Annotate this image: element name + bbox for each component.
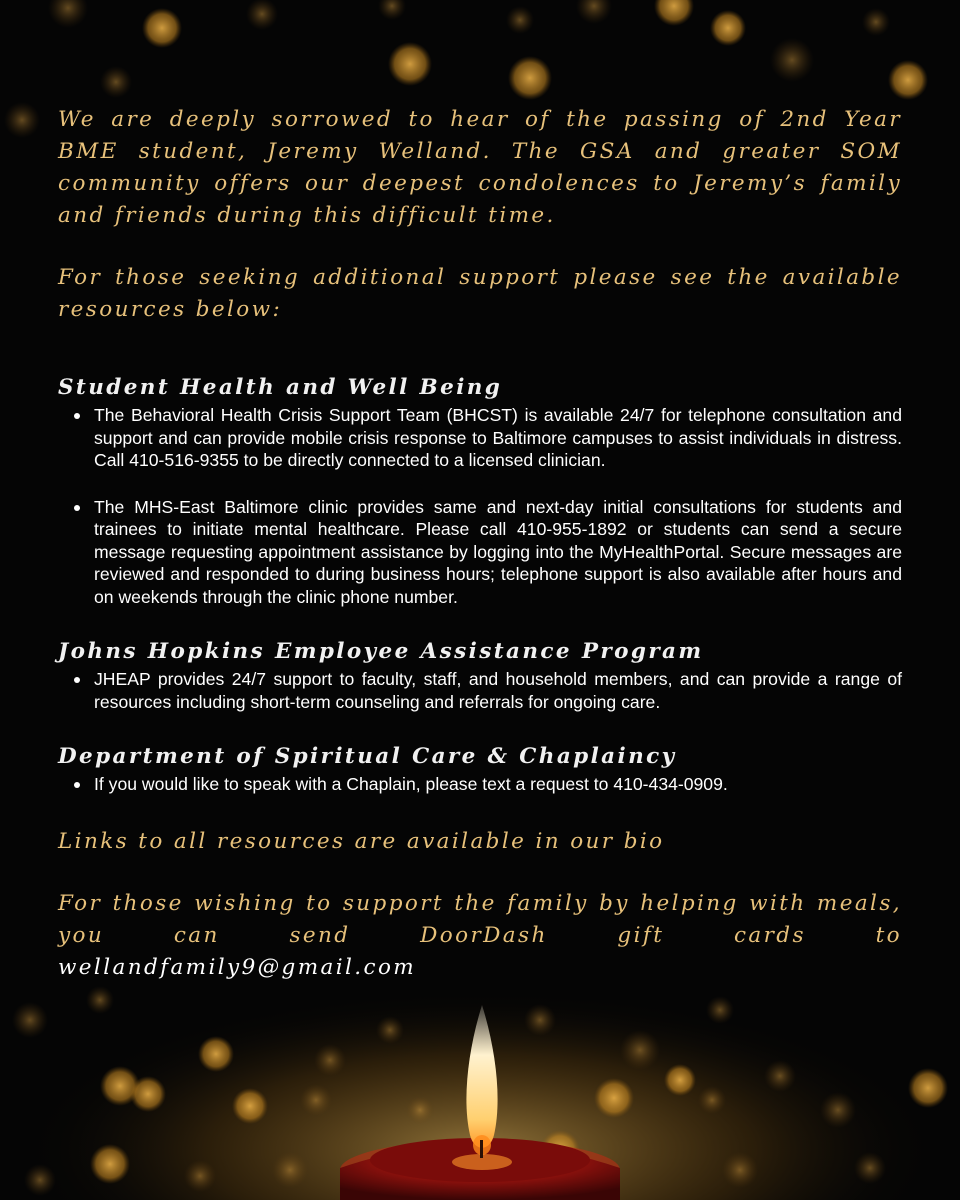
list-item-text: The Behavioral Health Crisis Support Team (BHCST) is available 24/7 for telephone consultation and support and can provide mobile crisis response to Baltimore campuses to assist individuals in distress. Call 410-516-9355 to be directly connected to a licensed clinician. bbox=[94, 405, 902, 470]
links-note: Links to all resources are available in our bio bbox=[58, 828, 665, 854]
list-item bbox=[94, 773, 902, 796]
meals-support-paragraph bbox=[58, 888, 902, 984]
list-item bbox=[94, 404, 902, 472]
support-intro-paragraph: For those seeking additional support please see the available resources below: bbox=[58, 265, 902, 322]
bullet-icon bbox=[74, 505, 80, 511]
list-item-text: If you would like to speak with a Chaplain, please text a request to 410-434-0909. bbox=[94, 774, 728, 794]
bullet-icon bbox=[74, 677, 80, 683]
list-item bbox=[94, 496, 902, 609]
list-item-text: The MHS-East Baltimore clinic provides same and next-day initial consultations for students and trainees to initiate mental healthcare. Please call 410-955-1892 or students can send a secure message requesting appointment assistance by logging into the MyHealthPortal. Secure messages are reviewed and responded to during business hours; telephone support is also available after hours and on weekends through the clinic phone number. bbox=[94, 496, 902, 607]
student-health-list bbox=[58, 404, 902, 608]
list-item-text: JHEAP provides 24/7 support to faculty, staff, and household members, and can provide a range of resources including short-term counseling and referrals for ongoing care. bbox=[94, 669, 902, 712]
section-heading-employee-assistance: Johns Hopkins Employee Assistance Program bbox=[58, 639, 704, 664]
bullet-icon bbox=[74, 782, 80, 788]
email-address: wellandfamily9@gmail.com bbox=[58, 954, 417, 980]
section-heading-student-health: Student Health and Well Being bbox=[58, 375, 503, 400]
list-item bbox=[94, 668, 902, 713]
bullet-icon bbox=[74, 413, 80, 419]
section-heading-spiritual-care: Department of Spiritual Care & Chaplaincy bbox=[58, 744, 677, 769]
employee-assistance-list bbox=[58, 668, 902, 713]
condolence-paragraph: We are deeply sorrowed to hear of the passing of 2nd Year BME student, Jeremy Welland. The GSA and greater SOM community offers our deepest condolences to Jeremy’s family and friends during this difficult time. bbox=[58, 107, 902, 228]
meals-text: For those wishing to support the family by helping with meals, you can send DoorDash gift cards to bbox=[58, 890, 902, 948]
memorial-notice bbox=[58, 104, 902, 984]
spiritual-care-list bbox=[58, 773, 902, 796]
